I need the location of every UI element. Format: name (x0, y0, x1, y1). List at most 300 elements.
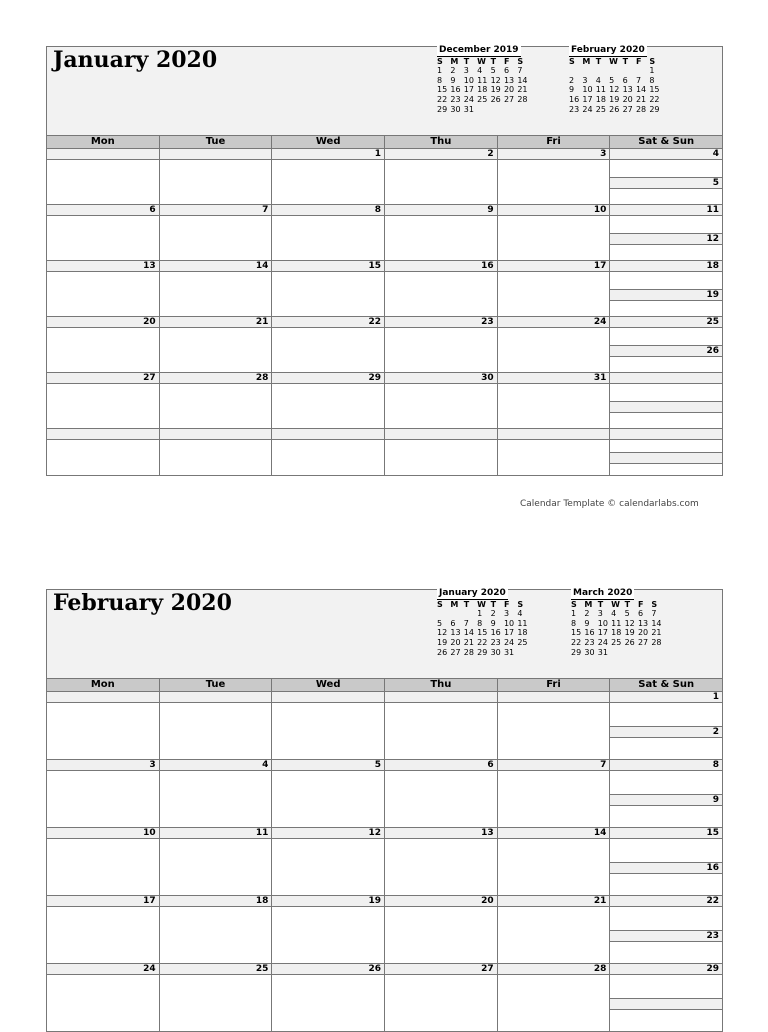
mini-day: 4 (517, 609, 523, 619)
week-row (47, 692, 722, 760)
mini-day: 12 (490, 75, 501, 85)
day-cell[interactable] (47, 261, 160, 316)
day-cell[interactable] (272, 205, 385, 260)
day-number: 12 (610, 234, 722, 245)
mini-week-row (437, 609, 531, 619)
weekend-cell (610, 760, 722, 827)
day-number: 27 (47, 373, 159, 384)
mini-calendar (571, 588, 665, 657)
day-cell[interactable] (47, 149, 160, 204)
mini-day: 18 (517, 628, 528, 638)
day-cell[interactable] (272, 896, 385, 963)
day-number: 14 (498, 828, 610, 839)
mini-day (517, 648, 530, 658)
day-number: 7 (498, 760, 610, 771)
day-number: 5 (272, 760, 384, 771)
mini-day (504, 105, 517, 115)
day-cell[interactable] (47, 205, 160, 260)
weekend-cell (610, 964, 722, 1031)
day-number: 18 (610, 261, 722, 272)
day-number: 10 (47, 828, 159, 839)
saturday-cell[interactable] (610, 828, 722, 862)
saturday-cell[interactable] (610, 261, 722, 289)
day-number (498, 692, 610, 703)
mini-day: 28 (463, 647, 474, 657)
day-cell[interactable] (160, 692, 273, 759)
mini-day: 28 (517, 94, 528, 104)
day-number: 18 (160, 896, 272, 907)
mini-day: 22 (649, 94, 660, 104)
day-cell[interactable] (385, 317, 498, 372)
day-cell[interactable] (498, 373, 611, 428)
mini-day: 10 (463, 75, 474, 85)
mini-weekday-row (437, 57, 531, 67)
day-number: 7 (160, 205, 272, 216)
mini-day: 29 (649, 104, 660, 114)
day-number: 21 (160, 317, 272, 328)
mini-day: 2 (450, 66, 456, 76)
weekday-header: Mon (47, 679, 160, 691)
day-cell[interactable] (498, 317, 611, 372)
day-number: 20 (385, 896, 497, 907)
mini-weekday: F (635, 56, 642, 66)
weekend-cell (610, 149, 722, 204)
weekend-cell (610, 373, 722, 428)
day-number: 26 (610, 346, 722, 357)
day-cell[interactable] (160, 373, 273, 428)
mini-day: 1 (477, 609, 483, 619)
day-cell[interactable] (160, 896, 273, 963)
day-number: 27 (385, 964, 497, 975)
mini-day: 29 (571, 647, 582, 657)
week-row (47, 317, 722, 373)
sunday-cell[interactable] (610, 289, 722, 317)
day-cell[interactable] (47, 828, 160, 895)
day-number: 4 (610, 149, 722, 160)
mini-day: 4 (595, 75, 601, 85)
mini-weekday-row (569, 57, 663, 67)
mini-weekday: S (651, 599, 658, 609)
saturday-cell[interactable] (610, 760, 722, 794)
day-cell[interactable] (385, 896, 498, 963)
mini-day (651, 648, 664, 658)
mini-day (636, 66, 649, 76)
day-number: 24 (47, 964, 159, 975)
mini-day: 27 (637, 637, 649, 647)
day-cell[interactable] (272, 373, 385, 428)
day-cell[interactable] (160, 149, 273, 204)
day-cell[interactable] (47, 964, 160, 1031)
mini-day: 31 (597, 647, 608, 657)
day-number: 2 (385, 149, 497, 160)
mini-weekday: S (571, 599, 577, 609)
weekend-cell (610, 692, 722, 759)
mini-day: 18 (477, 85, 488, 95)
mini-day: 20 (622, 94, 633, 104)
saturday-cell[interactable] (610, 149, 722, 177)
mini-day: 25 (595, 104, 606, 114)
mini-weekday: F (503, 56, 510, 66)
sunday-cell[interactable] (610, 177, 722, 205)
day-number: 10 (498, 205, 610, 216)
mini-weekday: F (503, 599, 510, 609)
mini-day: 5 (490, 66, 496, 76)
day-cell[interactable] (385, 429, 498, 475)
day-cell[interactable] (498, 429, 611, 475)
saturday-cell[interactable] (610, 373, 722, 401)
day-cell[interactable] (498, 692, 611, 759)
mini-day: 12 (437, 628, 448, 638)
mini-weekday: T (490, 56, 497, 66)
day-cell[interactable] (272, 261, 385, 316)
mini-weekday: M (582, 56, 591, 66)
day-cell[interactable] (385, 760, 498, 827)
mini-day: 13 (450, 628, 461, 638)
mini-weekday: S (569, 56, 575, 66)
mini-day: 17 (597, 628, 608, 638)
weekday-header: Wed (272, 136, 385, 148)
mini-day: 6 (450, 618, 456, 628)
mini-weekday: T (622, 56, 629, 66)
month-title: January 2020 (53, 47, 218, 73)
saturday-cell[interactable] (610, 205, 722, 233)
week-row (47, 149, 722, 205)
day-number: 6 (385, 760, 497, 771)
day-number: 9 (610, 795, 722, 806)
mini-day: 7 (635, 75, 642, 85)
mini-calendar (437, 45, 531, 114)
mini-day: 12 (609, 85, 620, 95)
mini-day (638, 648, 651, 658)
day-cell[interactable] (47, 760, 160, 827)
mini-weekday: W (609, 56, 618, 66)
day-number (385, 429, 497, 440)
day-cell[interactable] (272, 429, 385, 475)
saturday-cell[interactable] (610, 429, 722, 452)
mini-day: 24 (582, 104, 593, 114)
week-row (47, 261, 722, 317)
day-number: 28 (160, 373, 272, 384)
mini-week-row (569, 105, 663, 115)
sunday-cell[interactable] (610, 930, 722, 964)
saturday-cell[interactable] (610, 692, 722, 726)
day-cell[interactable] (47, 317, 160, 372)
mini-weekday: T (463, 599, 470, 609)
mini-day: 22 (477, 637, 488, 647)
mini-day: 6 (622, 75, 628, 85)
mini-day: 21 (651, 628, 662, 638)
weekday-header: Wed (272, 679, 385, 691)
mini-week-row (569, 76, 663, 86)
mini-day (464, 609, 477, 619)
weekday-header: Thu (385, 679, 498, 691)
mini-weekday-row (571, 600, 665, 610)
day-number: 14 (160, 261, 272, 272)
month-header (47, 47, 722, 136)
day-number (610, 429, 722, 440)
weekday-header: Thu (385, 136, 498, 148)
day-cell[interactable] (498, 828, 611, 895)
day-cell[interactable] (160, 964, 273, 1031)
day-number (610, 402, 722, 413)
mini-week-row (437, 648, 531, 658)
saturday-cell[interactable] (610, 896, 722, 930)
mini-day: 25 (517, 637, 528, 647)
sunday-cell[interactable] (610, 794, 722, 828)
day-cell[interactable] (160, 261, 273, 316)
mini-day: 13 (637, 618, 649, 628)
sunday-cell[interactable] (610, 862, 722, 896)
mini-day: 19 (490, 85, 501, 95)
day-number: 6 (47, 205, 159, 216)
day-cell[interactable] (272, 964, 385, 1031)
mini-day: 5 (609, 75, 615, 85)
mini-day: 22 (571, 637, 582, 647)
weekday-header: Fri (498, 136, 611, 148)
mini-day (491, 105, 504, 115)
sunday-cell[interactable] (610, 452, 722, 476)
mini-day: 24 (463, 94, 474, 104)
day-cell[interactable] (47, 692, 160, 759)
mini-day: 4 (477, 66, 483, 76)
mini-day: 30 (584, 647, 595, 657)
day-number: 23 (385, 317, 497, 328)
mini-day: 31 (503, 647, 515, 657)
mini-week-row (571, 609, 665, 619)
day-number: 15 (272, 261, 384, 272)
mini-day: 8 (571, 618, 577, 628)
day-number (610, 453, 722, 464)
day-cell[interactable] (272, 760, 385, 827)
day-number (272, 692, 384, 703)
day-cell[interactable] (160, 317, 273, 372)
day-number: 28 (498, 964, 610, 975)
weekday-header-row (47, 136, 722, 149)
mini-day: 28 (635, 104, 647, 114)
mini-day: 25 (477, 94, 488, 104)
mini-calendar (437, 588, 531, 657)
day-number: 9 (385, 205, 497, 216)
mini-weekday: T (624, 599, 631, 609)
mini-day: 10 (503, 618, 515, 628)
mini-day: 7 (651, 609, 657, 619)
saturday-cell[interactable] (610, 317, 722, 345)
weekday-header: Fri (498, 679, 611, 691)
mini-day: 6 (503, 66, 510, 76)
day-cell[interactable] (385, 373, 498, 428)
mini-day: 13 (503, 75, 515, 85)
mini-day: 9 (450, 75, 456, 85)
weekday-header: Sat & Sun (638, 679, 695, 690)
day-cell[interactable] (385, 828, 498, 895)
day-number: 22 (272, 317, 384, 328)
mini-day: 15 (649, 85, 660, 95)
sunday-cell[interactable] (610, 401, 722, 429)
mini-weekday: S (517, 56, 524, 66)
weekday-header-row (47, 679, 722, 692)
mini-day: 26 (437, 647, 448, 657)
day-cell[interactable] (272, 149, 385, 204)
mini-week-row (569, 85, 663, 95)
mini-day: 1 (649, 66, 655, 76)
mini-day: 21 (635, 94, 647, 104)
day-number (272, 429, 384, 440)
day-cell[interactable] (498, 896, 611, 963)
mini-weekday: M (584, 599, 593, 609)
day-number: 4 (160, 760, 272, 771)
day-number: 2 (610, 727, 722, 738)
weekend-cell (610, 317, 722, 372)
mini-week-row (437, 66, 531, 76)
mini-day: 14 (463, 628, 474, 638)
mini-day: 23 (490, 637, 501, 647)
mini-day: 9 (584, 618, 590, 628)
mini-day: 21 (517, 85, 528, 95)
mini-week-row (437, 85, 531, 95)
day-cell[interactable] (47, 896, 160, 963)
weekday-header: Mon (47, 136, 160, 148)
day-number: 26 (272, 964, 384, 975)
mini-day: 16 (584, 628, 595, 638)
weekend-cell (610, 828, 722, 895)
mini-weekday: W (477, 56, 486, 66)
mini-weekday-row (437, 600, 531, 610)
week-row (47, 373, 722, 429)
day-cell[interactable] (160, 205, 273, 260)
week-row (47, 828, 722, 896)
day-cell[interactable] (385, 964, 498, 1031)
day-cell[interactable] (385, 205, 498, 260)
mini-day: 1 (571, 609, 577, 619)
day-cell[interactable] (160, 828, 273, 895)
day-number: 29 (272, 373, 384, 384)
sunday-cell[interactable] (610, 998, 722, 1032)
mini-day: 7 (517, 66, 523, 76)
day-cell[interactable] (385, 261, 498, 316)
day-number: 12 (272, 828, 384, 839)
day-cell[interactable] (385, 692, 498, 759)
mini-day: 3 (582, 75, 588, 85)
day-number (160, 149, 272, 160)
weeks-grid (47, 692, 722, 1032)
mini-day: 18 (595, 94, 606, 104)
day-cell[interactable] (47, 373, 160, 428)
mini-weekday: T (595, 56, 602, 66)
day-number: 30 (385, 373, 497, 384)
mini-day: 30 (490, 647, 501, 657)
day-cell[interactable] (47, 429, 160, 475)
mini-day (450, 609, 463, 619)
day-cell[interactable] (498, 205, 611, 260)
week-row (47, 205, 722, 261)
week-row (47, 896, 722, 964)
mini-day: 14 (635, 85, 647, 95)
mini-day: 9 (490, 618, 496, 628)
mini-week-row (437, 628, 531, 638)
mini-day (517, 105, 530, 115)
day-cell[interactable] (385, 149, 498, 204)
mini-day: 20 (637, 628, 649, 638)
mini-day (569, 66, 582, 76)
day-number (47, 692, 159, 703)
day-number: 20 (47, 317, 159, 328)
day-cell[interactable] (272, 692, 385, 759)
sunday-cell[interactable] (610, 345, 722, 373)
mini-week-row (437, 105, 531, 115)
day-cell[interactable] (272, 317, 385, 372)
mini-calendar (569, 45, 663, 114)
mini-week-row (571, 648, 665, 658)
day-cell[interactable] (498, 149, 611, 204)
mini-day: 2 (584, 609, 590, 619)
day-number (47, 149, 159, 160)
mini-day: 15 (477, 628, 488, 638)
day-number: 24 (498, 317, 610, 328)
day-number: 16 (610, 863, 722, 874)
mini-day: 17 (503, 628, 515, 638)
mini-day: 25 (611, 637, 622, 647)
day-cell[interactable] (498, 760, 611, 827)
saturday-cell[interactable] (610, 964, 722, 998)
day-cell[interactable] (498, 261, 611, 316)
mini-day (609, 66, 622, 76)
mini-day: 20 (450, 637, 461, 647)
day-number: 5 (610, 178, 722, 189)
mini-day (477, 105, 490, 115)
mini-day (623, 66, 636, 76)
day-cell[interactable] (272, 828, 385, 895)
mini-day: 2 (569, 75, 575, 85)
mini-weekday: W (611, 599, 620, 609)
weekend-cell (610, 429, 722, 475)
weekend-cell (610, 896, 722, 963)
day-number: 19 (610, 290, 722, 301)
week-row (47, 429, 722, 476)
day-cell[interactable] (160, 429, 273, 475)
day-number: 17 (47, 896, 159, 907)
mini-calendar-title: March 2020 (573, 588, 633, 598)
mini-day: 29 (437, 104, 448, 114)
mini-day: 14 (651, 618, 662, 628)
mini-day: 1 (437, 66, 443, 76)
mini-day: 11 (595, 85, 606, 95)
day-number: 15 (610, 828, 722, 839)
mini-day: 24 (597, 637, 608, 647)
mini-day: 30 (450, 104, 461, 114)
mini-day: 3 (463, 66, 469, 76)
day-number (160, 692, 272, 703)
weekday-header: Tue (160, 679, 273, 691)
mini-weekday: S (517, 599, 524, 609)
sunday-cell[interactable] (610, 233, 722, 261)
footer-credit: Calendar Template © calendarlabs.com (520, 499, 699, 509)
mini-week-row (571, 638, 665, 648)
mini-day: 10 (582, 85, 593, 95)
mini-week-row (437, 95, 531, 105)
day-cell[interactable] (498, 964, 611, 1031)
mini-weekday: S (437, 599, 443, 609)
day-cell[interactable] (160, 760, 273, 827)
mini-day: 16 (490, 628, 501, 638)
day-number: 11 (610, 205, 722, 216)
mini-day: 17 (582, 94, 593, 104)
month-calendar (46, 589, 723, 1032)
day-number: 31 (498, 373, 610, 384)
mini-day: 19 (609, 94, 620, 104)
sunday-cell[interactable] (610, 726, 722, 760)
mini-day (582, 66, 595, 76)
day-number: 17 (498, 261, 610, 272)
